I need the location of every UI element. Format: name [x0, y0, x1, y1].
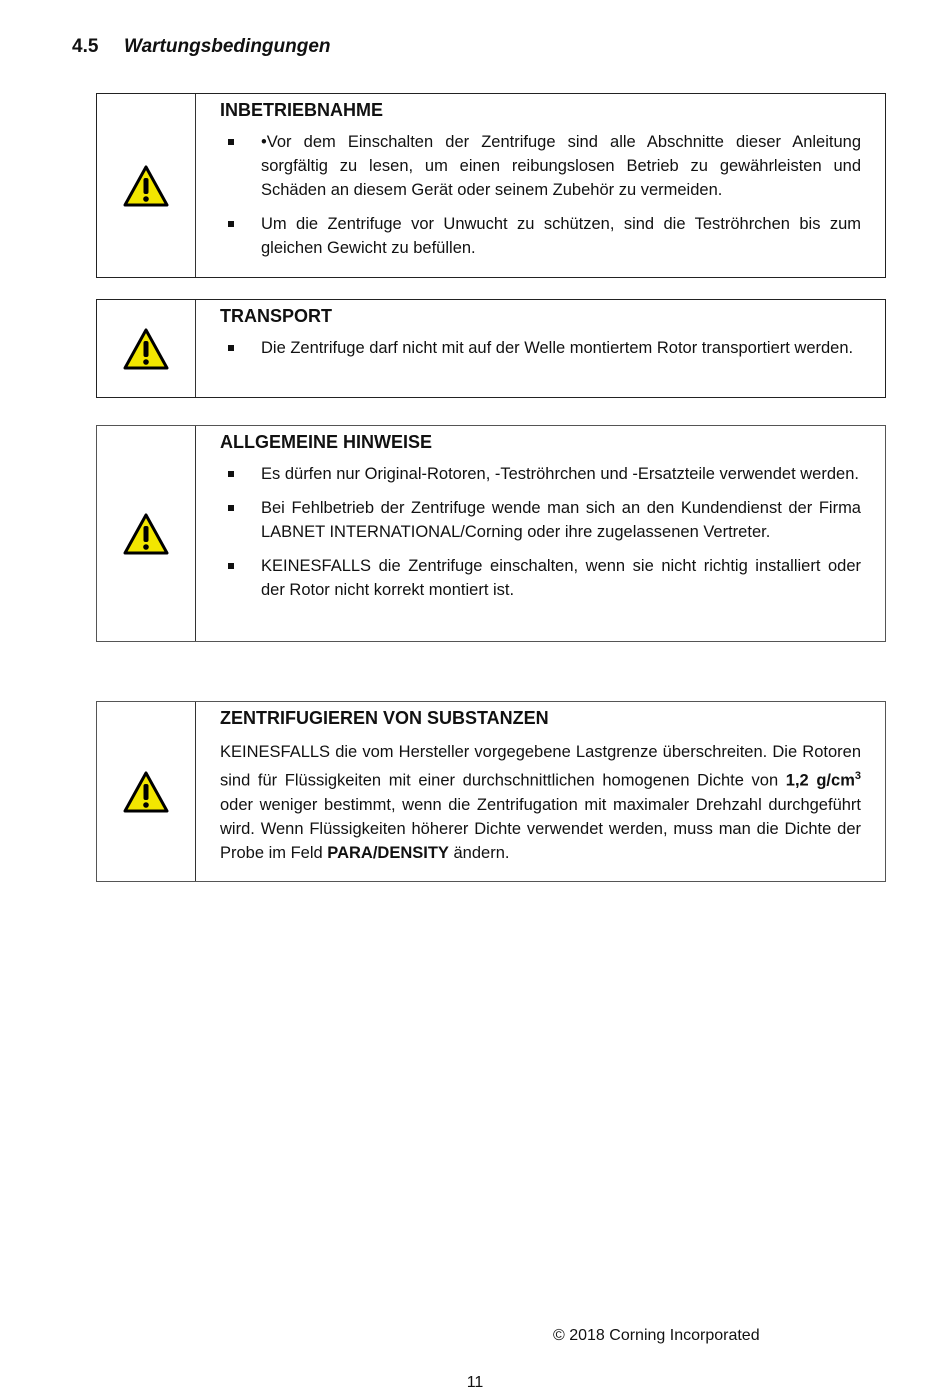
icon-cell	[97, 300, 196, 397]
paragraph-text: oder weniger bestimmt, wenn die Zentrifugation mit maximaler Drehzahl durchgeführt wird. Wenn Flüssigkeiten höherer Dichte verwendet werden, muss man die Dichte der Probe im Feld	[220, 795, 861, 862]
list-item-text: Es dürfen nur Original-Rotoren, -Teströhrchen und -Ersatzteile verwendet werden.	[261, 465, 859, 483]
list-item	[220, 554, 861, 602]
bullet-list	[220, 336, 861, 360]
field-name: PARA/DENSITY	[327, 843, 449, 862]
paragraph-text: KEINESFALLS die vom Hersteller vorgegebene Lastgrenze überschreiten. Die Rotoren sind für Flüssigkeiten mit einer durchschnittlichen homogenen Dichte von	[220, 743, 861, 790]
box-paragraph	[220, 740, 861, 865]
bullet-square-icon	[228, 139, 234, 145]
warning-triangle-icon	[123, 513, 169, 555]
warning-box-allgemeine-hinweise	[96, 425, 886, 642]
list-item-text: Bei Fehlbetrieb der Zentrifuge wende man sich an den Kundendienst der Firma LABNET INTERNATIONAL/Corning oder ihre zugelassenen Vertreter.	[261, 499, 861, 541]
box-content	[220, 430, 861, 612]
warning-triangle-icon	[123, 771, 169, 813]
section-number: 4.5	[72, 36, 99, 57]
bullet-list	[220, 462, 861, 602]
page-number: 11	[466, 1374, 484, 1391]
section-title: Wartungsbedingungen	[124, 36, 331, 57]
bullet-square-icon	[228, 345, 234, 351]
box-content	[220, 98, 861, 270]
list-item-text: Die Zentrifuge darf nicht mit auf der Welle montiertem Rotor transportiert werden.	[261, 339, 854, 357]
box-content	[220, 706, 861, 865]
bullet-square-icon	[228, 221, 234, 227]
box-title: INBETRIEBNAHME	[220, 100, 384, 120]
list-item-text: •Vor dem Einschalten der Zentrifuge sind alle Abschnitte dieser Anleitung sorgfältig zu lesen, um einen reibungslosen Betrieb zu gewährleisten und Schäden an diesem Gerät oder seinem Zubehör zu vermeiden.	[261, 133, 861, 199]
warning-triangle-icon	[123, 328, 169, 370]
warning-triangle-icon	[123, 165, 169, 207]
bullet-square-icon	[228, 563, 234, 569]
box-title: ALLGEMEINE HINWEISE	[220, 432, 433, 452]
icon-cell	[97, 94, 196, 277]
bullet-list	[220, 130, 861, 260]
bullet-square-icon	[228, 471, 234, 477]
density-value: 1,2 g/cm	[785, 771, 855, 790]
list-item-text: Um die Zentrifuge vor Unwucht zu schützen, sind die Teströhrchen bis zum gleichen Gewicht zu befüllen.	[261, 215, 861, 257]
icon-cell	[97, 702, 196, 881]
list-item	[220, 212, 861, 260]
box-content	[220, 304, 861, 370]
list-item	[220, 336, 861, 360]
box-title: TRANSPORT	[220, 306, 332, 326]
list-item	[220, 496, 861, 544]
paragraph-text: ändern.	[448, 843, 510, 862]
box-title: ZENTRIFUGIEREN VON SUBSTANZEN	[220, 708, 549, 728]
list-item	[220, 130, 861, 202]
warning-box-transport	[96, 299, 886, 398]
density-exponent: 3	[854, 770, 861, 782]
warning-box-zentrifugieren	[96, 701, 886, 882]
icon-cell	[97, 426, 196, 641]
warning-box-inbetriebnahme	[96, 93, 886, 278]
section-heading	[72, 36, 331, 58]
list-item-text: KEINESFALLS die Zentrifuge einschalten, wenn sie nicht richtig installiert oder der Rotor nicht korrekt montiert ist.	[261, 557, 861, 599]
bullet-square-icon	[228, 505, 234, 511]
copyright-notice: © 2018 Corning Incorporated	[553, 1327, 760, 1344]
list-item	[220, 462, 861, 486]
